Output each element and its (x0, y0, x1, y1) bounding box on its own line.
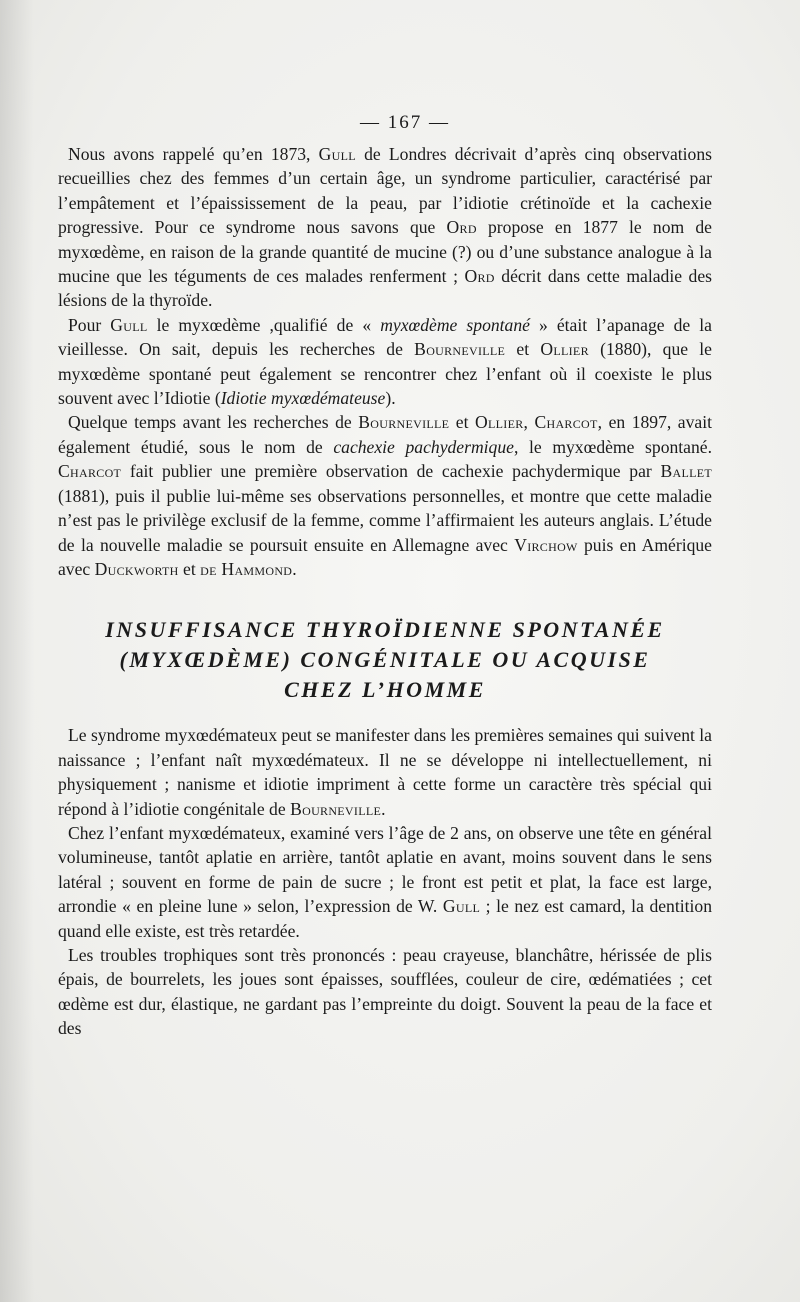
text-run: fait publier une première observation de cachexie pachydermique par (121, 461, 661, 482)
intro-text (58, 142, 712, 581)
author-name: Ollier (540, 339, 589, 360)
text-run: et (178, 558, 201, 579)
author-name: Gull (442, 896, 481, 917)
italic-term: myxœdème spontané (380, 314, 530, 335)
author-name: Gull (110, 314, 148, 335)
text-run: . (292, 558, 297, 579)
author-name: Bourneville (414, 339, 506, 360)
page-number: — 167 — (360, 112, 450, 133)
text-run: Les troubles trophiques sont très prononcés : peau crayeuse, blanchâtre, hérissée de plis épais, de bourrelets, les joues sont épaisses, soufflées, couleur de cire, œdématiées ; cet œdème est dur, élastique, ne gardant pas l’empreinte du doigt. Souvent la peau de la face et des (58, 944, 712, 1039)
text-run: Chez l’enfant myxœdémateux, examiné vers l’âge de 2 ans, on observe une tête en général volumineuse, tantôt aplatie en arrière, tantôt aplatie en avant, moins souvent dans le sens latéral ; souvent en forme de pain de sucre ; le front est petit et plat, la face est large, arrondie « en pleine lune » selon, l’expression de W. (58, 822, 712, 917)
author-name: Gull (318, 144, 356, 164)
text-run: , le myxœdème spontané. (513, 436, 712, 457)
text-run: (1880), que le myxœdème spontané peut également se rencontrer chez l’enfant où il coexiste le plus souvent avec l’Idiotie ( (58, 339, 712, 409)
author-name: Ord (446, 217, 477, 238)
text-run: le myxœdème ,qualifié de « (147, 314, 381, 335)
paragraph (58, 410, 712, 581)
paragraph (58, 313, 712, 411)
author-name: Virchow (514, 534, 578, 555)
author-name: Bourneville (358, 412, 450, 433)
author-name: Ballet (660, 461, 712, 482)
author-name: Charcot (58, 461, 122, 482)
paragraph (58, 943, 712, 1041)
paragraph (58, 142, 712, 313)
italic-term: Idiotie myxœdémateuse (220, 388, 386, 409)
paragraph (58, 821, 712, 943)
text-run: Le syndrome myxœdémateux peut se manifester dans les premières semaines qui suivent la naissance ; l’enfant naît myxœdémateux. Il ne se développe ni intellectuellement, ni physiquement ; nanisme et idiotie impriment à cette forme un caractère très spécial qui répond à l’idiotie congénitale de (58, 725, 712, 819)
text-run: . (381, 798, 386, 819)
author-name: Duckworth (94, 558, 179, 579)
text-run: puis en Amérique avec (58, 534, 712, 579)
section-title-line-1: INSUFFISANCE THYROÏDIENNE SPONTANÉE (105, 617, 665, 643)
text-run: de Londres décrivait d’après cinq observations recueillies chez des femmes d’un certain âge, un syndrome particulier, caractérisé par l’empâtement et l’épaississement de la peau, par l’idiotie crétinoïde et la cachexie progressive. Pour ce syndrome nous savons que (58, 144, 712, 238)
text-run: » était l’apanage de la vieillesse. On sait, depuis les recherches de (58, 314, 712, 360)
text-run: Quelque temps avant les recherches de (68, 412, 359, 433)
text-run: propose en 1877 le nom de myxœdème, en raison de la grande quantité de mucine (?) ou d’une substance analogue à la mucine que les téguments de ces malades renferment ; (58, 217, 712, 287)
section-title (58, 615, 712, 705)
text-run: , en 1897, avait également étudié, sous le nom de (58, 412, 713, 457)
text-run: Nous avons rappelé qu’en 1873, (68, 144, 319, 164)
section-text (58, 723, 712, 1040)
text-run: et (449, 412, 476, 433)
author-name: de Hammond (200, 558, 293, 579)
author-name: Charcot (534, 412, 598, 433)
text-run: ; le nez est camard, la dentition quand elle existe, est très retardée. (58, 896, 712, 941)
section-title-line-3: CHEZ L’HOMME (284, 677, 486, 703)
author-name: Ollier (475, 412, 524, 433)
author-name: Bourneville (290, 798, 382, 819)
text-run: , (523, 412, 535, 433)
paragraph (58, 723, 712, 821)
text-run: ). (385, 388, 396, 409)
section-title-line-2: (MYXŒDÈME) CONGÉNITALE OU ACQUISE (119, 647, 651, 673)
italic-term: cachexie pachydermique (333, 436, 514, 457)
text-run: Pour (68, 314, 111, 335)
text-run: (1881), puis il publie lui-même ses observations personnelles, et montre que cette maladie n’est pas le privilège exclusif de la femme, comme l’affirmaient les auteurs anglais. L’étude de la nouvelle maladie se poursuit ensuite en Allemagne avec (58, 485, 712, 555)
author-name: Ord (464, 266, 495, 287)
text-run: décrit dans cette maladie des lésions de la thyroïde. (58, 266, 712, 311)
text-run: et (505, 339, 541, 360)
